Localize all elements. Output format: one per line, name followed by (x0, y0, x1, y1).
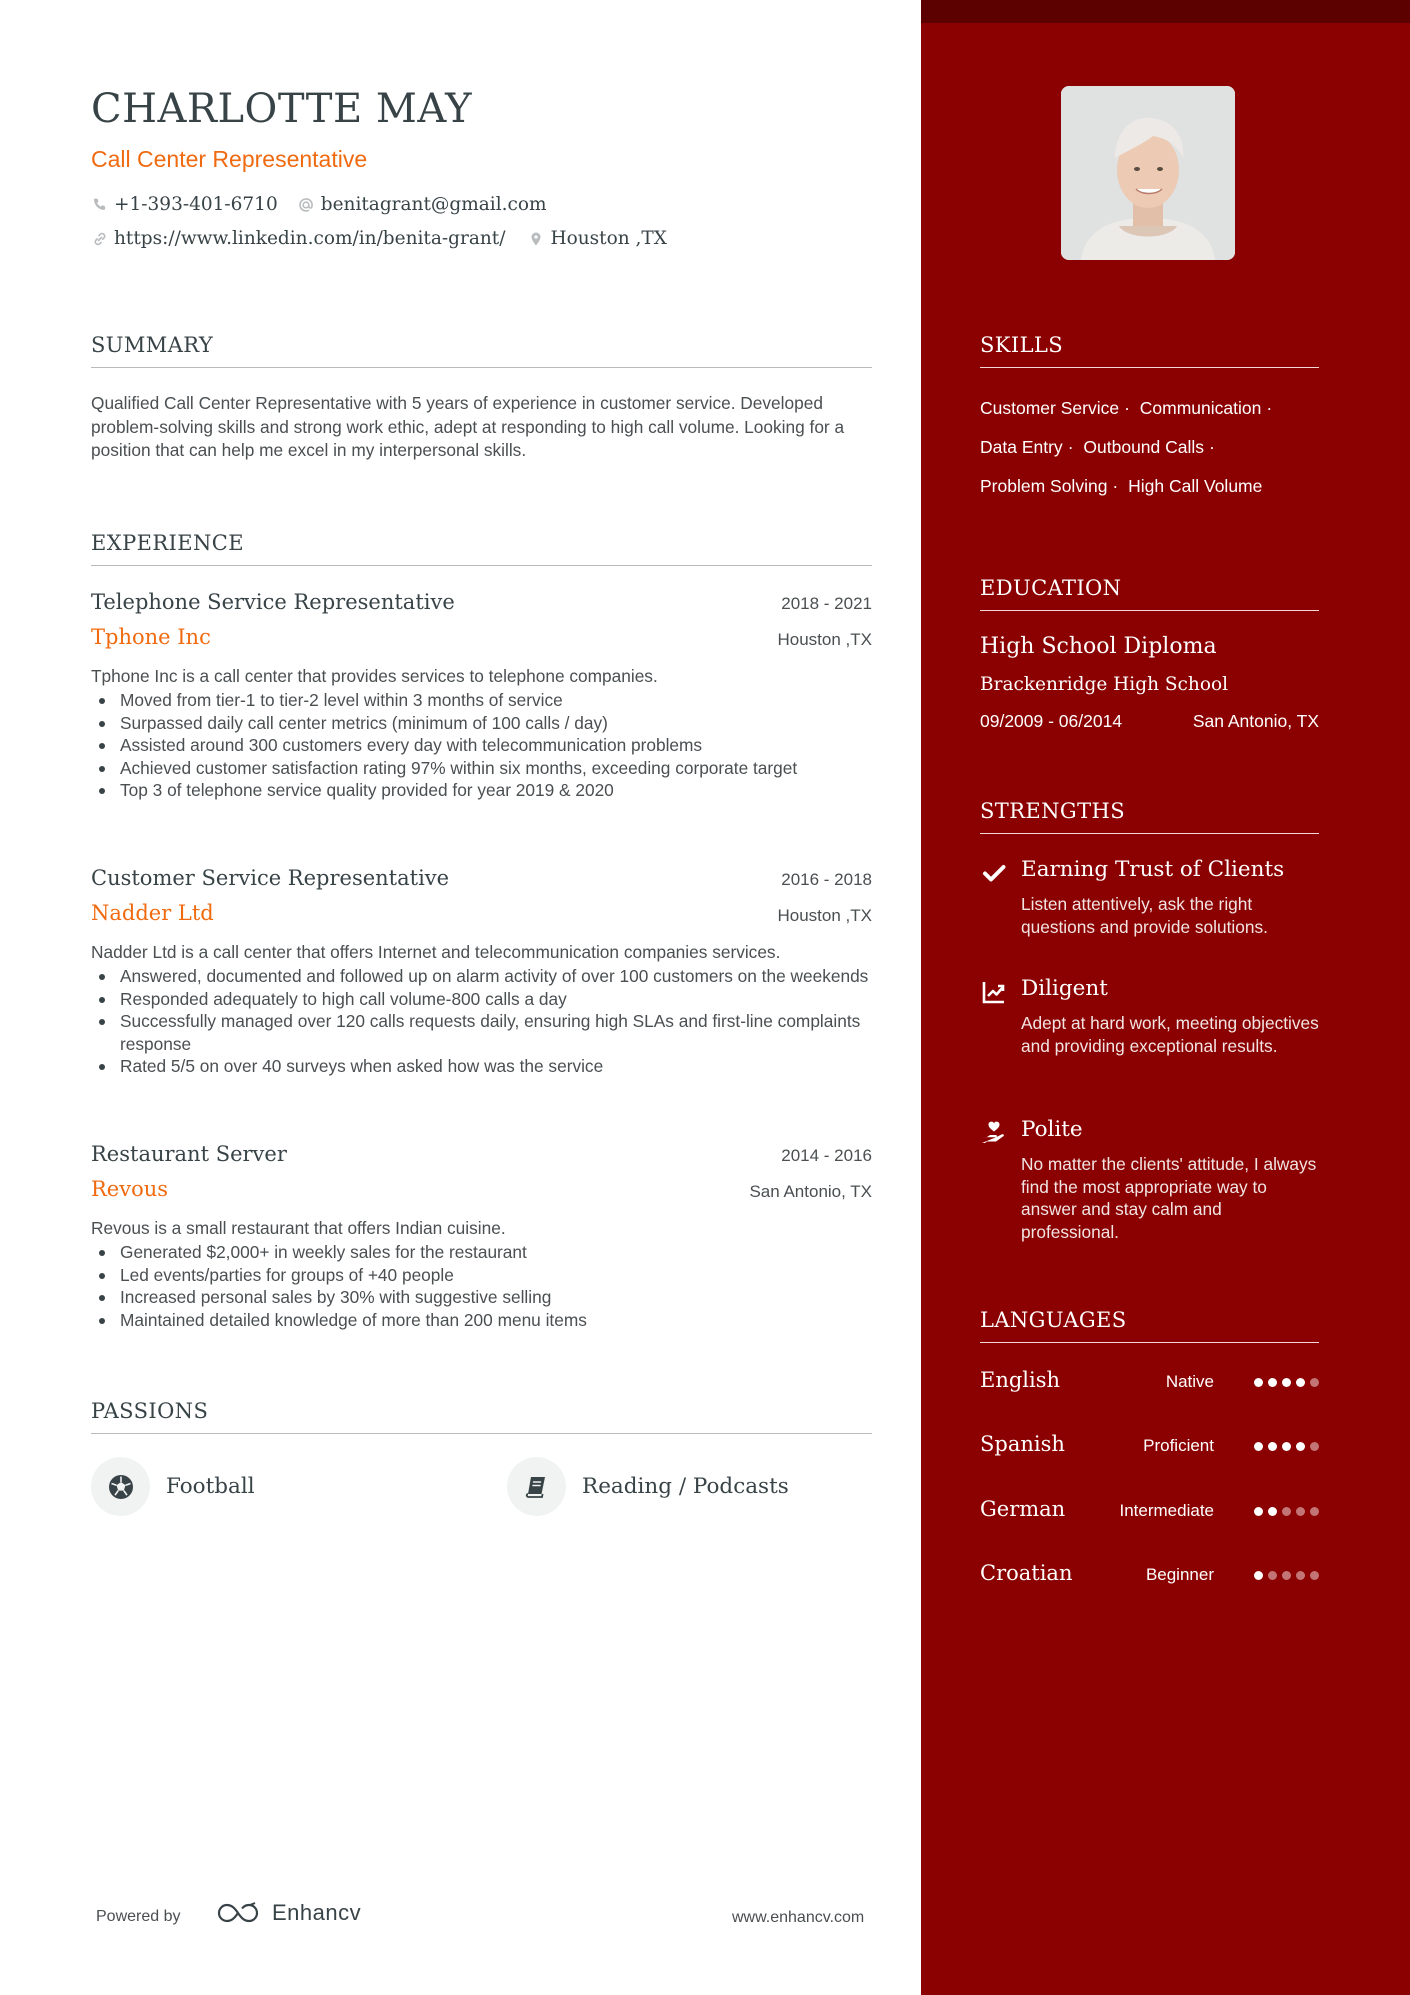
job-title: Telephone Service Representative (91, 590, 455, 614)
skills-heading: SKILLS (980, 333, 1319, 368)
rating-dot-empty (1296, 1571, 1305, 1580)
rating-dot-empty (1296, 1507, 1305, 1516)
bullet-item: Top 3 of telephone service quality provided for year 2019 & 2020 (91, 779, 872, 802)
job-location: Houston ,TX (777, 630, 872, 649)
language-name: Spanish (980, 1432, 1065, 1456)
language-item (980, 1561, 1319, 1591)
candidate-name: CHARLOTTE MAY (91, 86, 472, 132)
language-item (980, 1368, 1319, 1398)
job-bullets (91, 965, 872, 1078)
bullet-item: Assisted around 300 customers every day with telecommunication problems (91, 734, 872, 757)
language-item (980, 1497, 1319, 1527)
rating-dot-filled (1254, 1378, 1263, 1387)
language-level: Native (1165, 1372, 1214, 1391)
strength-description: No matter the clients' attitude, I always find the most appropriate way to answer and stay calm and professional. (1021, 1154, 1317, 1242)
skill-tag: Outbound Calls (1083, 437, 1205, 457)
passion-item (507, 1457, 789, 1516)
linkedin-url[interactable]: https://www.linkedin.com/in/benita-grant/ (114, 228, 506, 249)
skill-tag: Communication (1139, 398, 1262, 418)
language-rating (1249, 1571, 1319, 1580)
candidate-role: Call Center Representative (91, 146, 368, 172)
link-icon (91, 230, 108, 247)
language-level: Beginner (1145, 1565, 1214, 1584)
bullet-item: Maintained detailed knowledge of more than 200 menu items (91, 1309, 872, 1332)
skill-tag: Data Entry (980, 437, 1063, 457)
summary-heading: SUMMARY (91, 333, 872, 368)
sidebar (921, 0, 1410, 1995)
football-icon (91, 1457, 150, 1516)
profile-photo (1061, 86, 1235, 260)
job-location: San Antonio, TX (749, 1182, 872, 1201)
rating-dot-filled (1282, 1442, 1291, 1451)
job-location: Houston ,TX (777, 906, 872, 925)
language-rating (1249, 1442, 1319, 1451)
skill-tag: Customer Service (980, 398, 1120, 418)
bullet-item: Answered, documented and followed up on alarm activity of over 100 customers on the weekends (91, 965, 872, 988)
bullet-item: Successfully managed over 120 calls requests daily, ensuring high SLAs and first-line complaints response (91, 1010, 872, 1055)
job-dates: 2014 - 2016 (781, 1146, 872, 1165)
strength-title: Diligent (1021, 976, 1108, 1001)
strength-description: Listen attentively, ask the right questions and provide solutions. (1021, 894, 1268, 937)
job-company: Tphone Inc (91, 625, 211, 649)
skills-line: Customer Service · Communication · (980, 398, 1273, 418)
skill-tag: High Call Volume (1128, 476, 1263, 496)
phone-icon (91, 196, 108, 213)
education-dates: 09/2009 - 06/2014 (980, 711, 1123, 731)
enhancv-logo[interactable] (214, 1900, 361, 1926)
language-name: Croatian (980, 1561, 1073, 1585)
job-title: Restaurant Server (91, 1142, 287, 1166)
language-rating (1249, 1378, 1319, 1387)
job-dates: 2018 - 2021 (781, 594, 872, 613)
rating-dot-empty (1310, 1442, 1319, 1451)
rating-dot-empty (1268, 1571, 1277, 1580)
phone-number[interactable]: +1-393-401-6710 (114, 194, 278, 215)
skills-list (980, 389, 1325, 506)
job-description: Nadder Ltd is a call center that offers Internet and telecommunication companies services. (91, 942, 781, 962)
footer-url[interactable]: www.enhancv.com (732, 1909, 865, 1926)
job-bullets (91, 689, 872, 802)
passion-label: Football (166, 1474, 255, 1499)
job-bullets (91, 1241, 872, 1331)
strength-title: Polite (1021, 1117, 1083, 1142)
skills-line: Data Entry · Outbound Calls · (980, 437, 1215, 457)
job-description: Tphone Inc is a call center that provides services to telephone companies. (91, 666, 658, 686)
education-heading: EDUCATION (980, 576, 1319, 611)
education-location: San Antonio, TX (1192, 711, 1319, 731)
strength-description: Adept at hard work, meeting objectives and providing exceptional results. (1021, 1013, 1319, 1056)
bullet-item: Achieved customer satisfaction rating 97% within six months, exceeding corporate target (91, 757, 872, 780)
rating-dot-filled (1268, 1507, 1277, 1516)
education-school: Brackenridge High School (980, 674, 1229, 695)
rating-dot-empty (1310, 1571, 1319, 1580)
education-degree: High School Diploma (980, 634, 1217, 659)
rating-dot-filled (1296, 1378, 1305, 1387)
hand-heart-icon (980, 1119, 1008, 1147)
bullet-item: Led events/parties for groups of +40 people (91, 1264, 872, 1287)
contact-row-2 (91, 228, 667, 249)
bullet-item: Rated 5/5 on over 40 surveys when asked how was the service (91, 1055, 872, 1078)
passion-item (91, 1457, 255, 1516)
rating-dot-filled (1254, 1507, 1263, 1516)
experience-heading: EXPERIENCE (91, 531, 872, 566)
location-pin-icon (527, 230, 544, 247)
sidebar-top-bar (921, 0, 1410, 23)
email-address[interactable]: benitagrant@gmail.com (320, 194, 547, 215)
rating-dot-empty (1282, 1507, 1291, 1516)
passion-label: Reading / Podcasts (582, 1474, 789, 1499)
passions-heading: PASSIONS (91, 1399, 872, 1434)
strength-title: Earning Trust of Clients (1021, 857, 1285, 882)
enhancv-wordmark: Enhancv (272, 1900, 362, 1925)
job-company: Nadder Ltd (91, 901, 214, 925)
language-item (980, 1432, 1319, 1462)
job-company: Revous (91, 1177, 169, 1201)
rating-dot-empty (1310, 1507, 1319, 1516)
book-icon (507, 1457, 566, 1516)
language-name: English (980, 1368, 1061, 1392)
checkmark-icon (980, 859, 1008, 887)
language-level: Proficient (1143, 1436, 1214, 1455)
at-icon (298, 196, 315, 213)
language-name: German (980, 1497, 1066, 1521)
job-title: Customer Service Representative (91, 866, 450, 890)
bullet-item: Increased personal sales by 30% with suggestive selling (91, 1286, 872, 1309)
strengths-heading: STRENGTHS (980, 799, 1319, 834)
enhancv-infinity-icon (214, 1901, 262, 1925)
language-rating (1249, 1507, 1319, 1516)
rating-dot-filled (1254, 1571, 1263, 1580)
rating-dot-filled (1296, 1442, 1305, 1451)
bullet-item: Moved from tier-1 to tier-2 level within 3 months of service (91, 689, 872, 712)
rating-dot-empty (1282, 1571, 1291, 1580)
contact-row-1 (91, 194, 547, 215)
bullet-item: Responded adequately to high call volume-800 calls a day (91, 988, 872, 1011)
language-level: Intermediate (1119, 1501, 1214, 1520)
location: Houston ,TX (550, 228, 667, 249)
bullet-item: Surpassed daily call center metrics (minimum of 100 calls / day) (91, 712, 872, 735)
languages-heading: LANGUAGES (980, 1308, 1319, 1343)
chart-line-icon (980, 978, 1008, 1006)
rating-dot-filled (1268, 1378, 1277, 1387)
job-description: Revous is a small restaurant that offers Indian cuisine. (91, 1218, 506, 1238)
rating-dot-filled (1254, 1442, 1263, 1451)
summary-text: Qualified Call Center Representative with 5 years of experience in customer service. Developed problem-solving skills and strong work ethic, adept at responding to high call volume. Looking for a position that can help me excel in my interpersonal skills. (91, 393, 845, 460)
skill-tag: Problem Solving (980, 476, 1108, 496)
job-dates: 2016 - 2018 (781, 870, 872, 889)
rating-dot-empty (1310, 1378, 1319, 1387)
powered-by-label: Powered by (96, 1908, 181, 1925)
rating-dot-filled (1282, 1378, 1291, 1387)
skills-line: Problem Solving · High Call Volume (980, 476, 1263, 496)
bullet-item: Generated $2,000+ in weekly sales for the restaurant (91, 1241, 872, 1264)
rating-dot-filled (1268, 1442, 1277, 1451)
